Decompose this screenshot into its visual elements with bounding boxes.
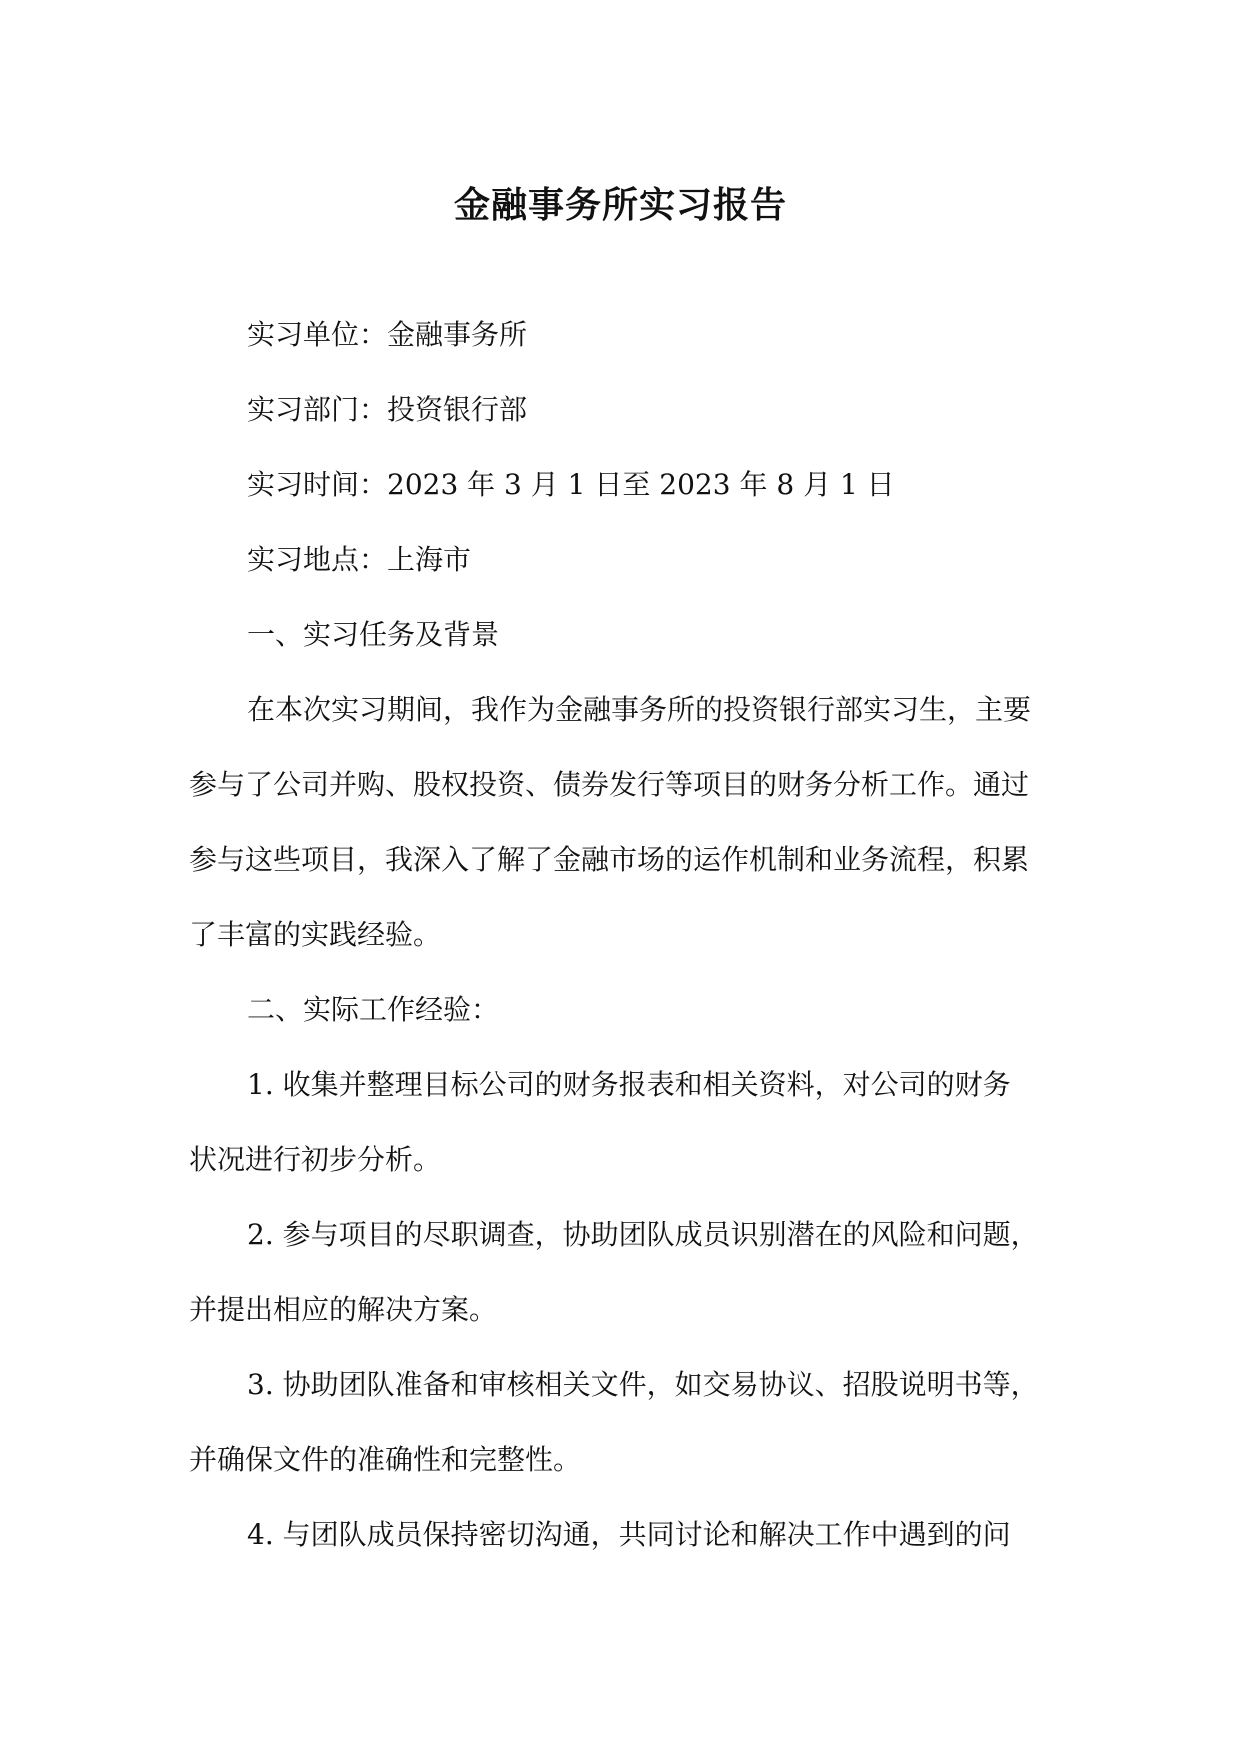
list-item-2-line: 并提出相应的解决方案。 <box>189 1293 498 1326</box>
paragraph-line: 参与了公司并购、股权投资、债券发行等项目的财务分析工作。通过 <box>189 768 1030 801</box>
paragraph-line: 参与这些项目，我深入了解了金融市场的运作机制和业务流程，积累 <box>189 843 1030 876</box>
section-heading-1: 一、实习任务及背景 <box>247 618 500 651</box>
list-item-4-line: 4. 与团队成员保持密切沟通，共同讨论和解决工作中遇到的问 <box>247 1518 1011 1551</box>
document-title: 金融事务所实习报告 <box>453 184 787 226</box>
info-line-department: 实习部门：投资银行部 <box>247 393 528 426</box>
list-item-3-line: 并确保文件的准确性和完整性。 <box>189 1443 582 1476</box>
list-item-2-line: 2. 参与项目的尽职调查，协助团队成员识别潜在的风险和问题， <box>247 1218 1039 1251</box>
paragraph-line: 在本次实习期间，我作为金融事务所的投资银行部实习生，主要 <box>247 693 1032 726</box>
list-item-1-line: 状况进行初步分析。 <box>189 1143 442 1176</box>
info-line-location: 实习地点：上海市 <box>247 543 472 576</box>
info-line-period: 实习时间：2023 年 3 月 1 日至 2023 年 8 月 1 日 <box>247 468 895 501</box>
info-line-unit: 实习单位：金融事务所 <box>247 318 528 351</box>
list-item-3-line: 3. 协助团队准备和审核相关文件，如交易协议、招股说明书等， <box>247 1368 1039 1401</box>
list-item-1-line: 1. 收集并整理目标公司的财务报表和相关资料，对公司的财务 <box>247 1068 1011 1101</box>
section-heading-2: 二、实际工作经验： <box>247 993 500 1026</box>
paragraph-line: 了丰富的实践经验。 <box>189 918 442 951</box>
